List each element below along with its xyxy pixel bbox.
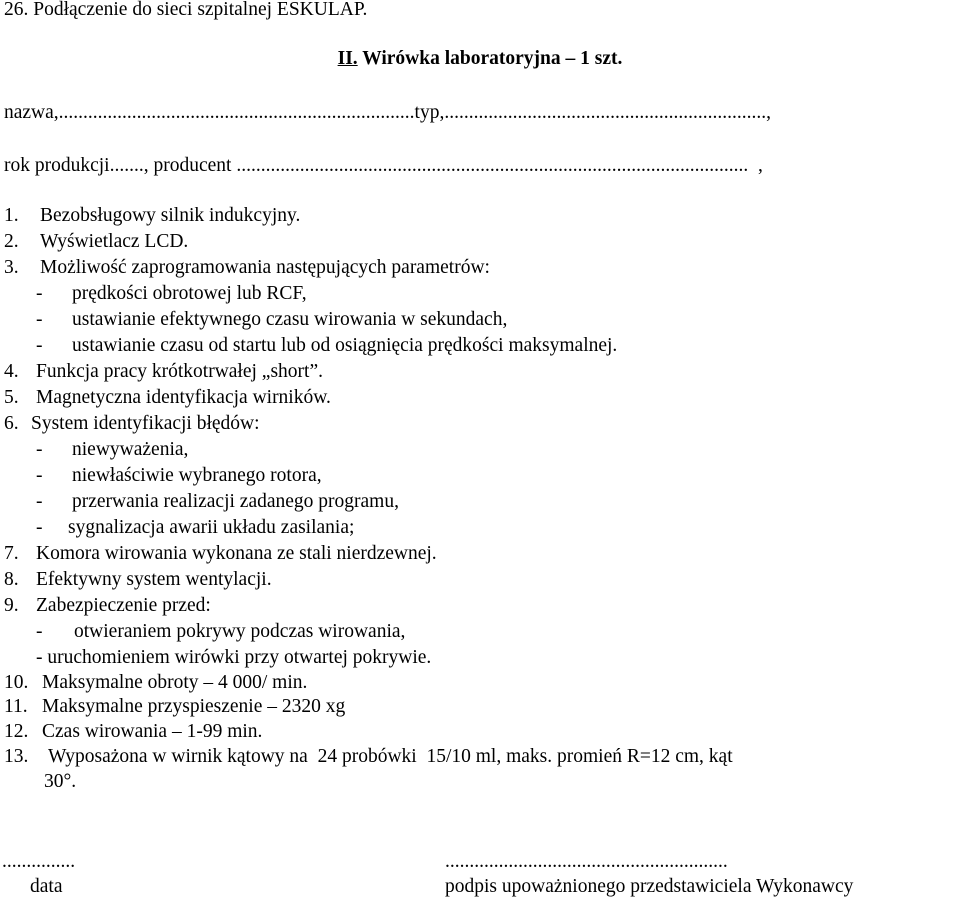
item-text: Efektywny system wentylacji.	[36, 569, 272, 590]
item-number: 6.	[4, 413, 19, 434]
item-text: Maksymalne obroty – 4 000/ min.	[42, 672, 308, 693]
item-dash: -	[36, 491, 43, 512]
date-dots: ...............	[2, 851, 76, 872]
section-number: II.	[337, 48, 358, 69]
item-dash: -	[36, 517, 43, 538]
item-text: Czas wirowania – 1-99 min.	[42, 721, 263, 742]
item-number: 5.	[4, 387, 19, 408]
item-text: Bezobsługowy silnik indukcyjny.	[40, 205, 301, 226]
section-title: Wirówka laboratoryjna – 1 szt.	[362, 48, 623, 69]
item-text: przerwania realizacji zadanego programu,	[72, 491, 399, 512]
item-text: Możliwość zaprogramowania następujących parametrów:	[40, 257, 490, 278]
section-heading	[0, 49, 960, 69]
item-number: 7.	[4, 543, 19, 564]
item-text: ustawianie czasu od startu lub od osiągnięcia prędkości maksymalnej.	[72, 335, 618, 356]
item-number: 3.	[4, 257, 19, 278]
item-text: ustawianie efektywnego czasu wirowania w sekundach,	[72, 309, 508, 330]
item-text: sygnalizacja awarii układu zasilania;	[68, 517, 355, 538]
form-line-year-producer: rok produkcji......., producent ......................................................................................................... ,	[4, 155, 763, 176]
item-number: 9.	[4, 595, 19, 616]
item-number: 13.	[4, 746, 29, 767]
item-text: Funkcja pracy krótkotrwałej „short”.	[36, 361, 323, 382]
item-number: 11.	[4, 696, 28, 717]
item-dash: -	[36, 309, 43, 330]
top-line: 26. Podłączenie do sieci szpitalnej ESKULAP.	[4, 0, 368, 20]
item-number: 1.	[4, 205, 19, 226]
item-text: Wyświetlacz LCD.	[40, 231, 189, 252]
item-text: - uruchomieniem wirówki przy otwartej pokrywie.	[36, 647, 432, 668]
item-text: Magnetyczna identyfikacja wirników.	[36, 387, 331, 408]
item-number: 8.	[4, 569, 19, 590]
item-number: 2.	[4, 231, 19, 252]
item-number: 10.	[4, 672, 29, 693]
item-dash: -	[36, 335, 43, 356]
item-text: Wyposażona w wirnik kątowy na 24 probówki 15/10 ml, maks. promień R=12 cm, kąt	[48, 746, 733, 767]
item-text: prędkości obrotowej lub RCF,	[72, 283, 307, 304]
item-text: System identyfikacji błędów:	[31, 413, 260, 434]
item-text: niewyważenia,	[72, 439, 189, 460]
item-text: Maksymalne przyspieszenie – 2320 xg	[42, 696, 346, 717]
item-text: Zabezpieczenie przed:	[36, 595, 211, 616]
item-number: 4.	[4, 361, 19, 382]
item-text: Komora wirowania wykonana ze stali nierdzewnej.	[36, 543, 437, 564]
date-label: data	[30, 876, 63, 897]
item-text: 30°.	[44, 771, 77, 792]
item-dash: -	[36, 283, 43, 304]
item-number: 12.	[4, 721, 29, 742]
item-text: otwieraniem pokrywy podczas wirowania,	[74, 621, 406, 642]
form-line-name-type: nazwa,.........................................................................typ,..................................................................,	[4, 102, 771, 123]
signature-dots: ..........................................................	[445, 851, 728, 872]
item-dash: -	[36, 439, 43, 460]
item-text: niewłaściwie wybranego rotora,	[72, 465, 322, 486]
item-dash: -	[36, 621, 43, 642]
item-dash: -	[36, 465, 43, 486]
signature-label: podpis upoważnionego przedstawiciela Wykonawcy	[445, 876, 854, 897]
